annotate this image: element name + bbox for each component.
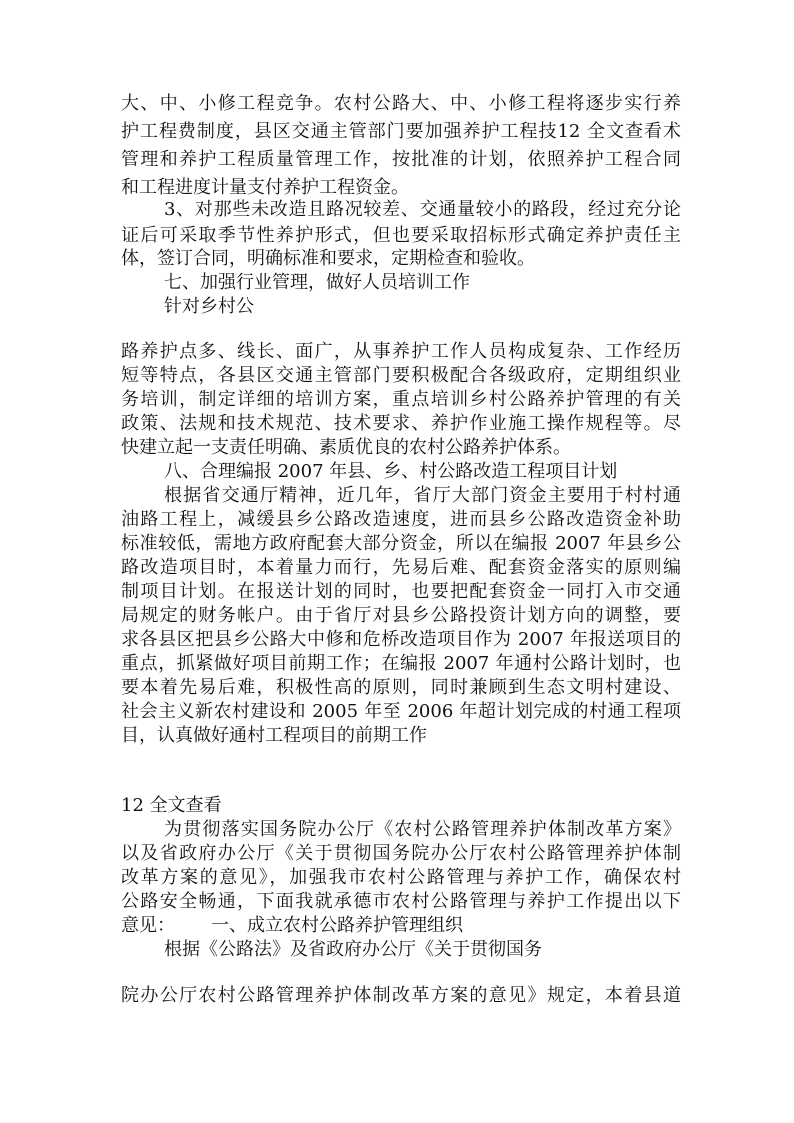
text-line: 证后可采取季节性养护形式，但也要采取招标形式确定养护责任主 [121, 225, 681, 246]
section-heading: 一、成立农村公路养护管理组织 [211, 915, 463, 936]
text-line: 3、对那些未改造且路况较差、交通量较小的路段，经过充分论 [164, 199, 681, 220]
text-line: 体，签订合同，明确标准和要求，定期检查和验收。 [121, 248, 535, 269]
text-line: 公路安全畅通，下面我就承德市农村公路管理与养护工作提出以下 [121, 891, 681, 912]
text-line: 以及省政府办公厅《关于贯彻国务院办公厅农村公路管理养护体制 [121, 843, 681, 864]
view-full-text-label: 12 全文查看 [121, 795, 222, 816]
text-line: 管理和养护工程质量管理工作，按批准的计划，依照养护工程合同 [121, 149, 681, 170]
text-line: 和工程进度计量支付养护工程资金。 [121, 177, 409, 198]
text-fragment: 意见： [121, 915, 175, 936]
text-line: 求各县区把县乡公路大中修和危桥改造项目作为 2007 年报送项目的 [121, 629, 681, 650]
text-line: 大、中、小修工程竞争。农村公路大、中、小修工程将逐步实行养 [121, 93, 681, 114]
text-line: 社会主义新农村建设和 2005 年至 2006 年超计划完成的村通工程项 [121, 701, 681, 722]
section-heading: 七、加强行业管理，做好人员培训工作 [164, 272, 470, 293]
text-line: 务培训，制定详细的培训方案，重点培训乡村公路养护管理的有关 [121, 389, 681, 410]
text-line: 针对乡村公 [164, 296, 254, 317]
section-heading: 八、合理编报 2007 年县、乡、村公路改造工程项目计划 [164, 461, 618, 482]
text-line: 政策、法规和技术规范、技术要求、养护作业施工操作规程等。尽 [121, 413, 681, 434]
text-line: 院办公厅农村公路管理养护体制改革方案的意见》规定，本着县道 [121, 985, 681, 1006]
text-line: 根据省交通厅精神，近几年，省厅大部门资金主要用于村村通 [164, 485, 681, 506]
text-line: 路养护点多、线长、面广，从事养护工作人员构成复杂、工作经历 [121, 341, 681, 362]
text-line: 为贯彻落实国务院办公厅《农村公路管理养护体制改革方案》 [164, 819, 681, 840]
text-line: 制项目计划。在报送计划的同时，也要把配套资金一同打入市交通 [121, 581, 681, 602]
text-line: 根据《公路法》及省政府办公厅《关于贯彻国务 [164, 939, 542, 960]
text-line: 护工程费制度，县区交通主管部门要加强养护工程技12 全文查看术 [121, 121, 681, 142]
text-line: 要本着先易后难，积极性高的原则，同时兼顾到生态文明村建设、 [121, 677, 681, 698]
text-line: 局规定的财务帐户。由于省厅对县乡公路投资计划方向的调整，要 [121, 605, 681, 626]
text-line: 目，认真做好通村工程项目的前期工作 [121, 725, 427, 746]
text-line: 标准较低，需地方政府配套大部分资金，所以在编报 2007 年县乡公 [121, 533, 681, 554]
text-line: 快建立起一支责任明确、素质优良的农村公路养护体系。 [121, 437, 571, 458]
text-line: 重点，抓紧做好项目前期工作；在编报 2007 年通村公路计划时，也 [121, 653, 681, 674]
text-line: 改革方案的意见》，加强我市农村公路管理与养护工作，确保农村 [121, 867, 681, 888]
text-line: 短等特点，各县区交通主管部门要积极配合各级政府，定期组织业 [121, 365, 681, 386]
text-line: 油路工程上，减缓县乡公路改造速度，进而县乡公路改造资金补助 [121, 509, 681, 530]
text-line: 路改造项目时，本着量力而行，先易后难、配套资金落实的原则编 [121, 557, 681, 578]
